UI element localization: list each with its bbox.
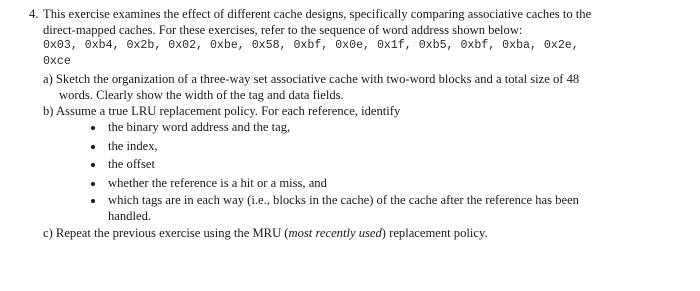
part-b-bullet-5: which tags are in each way (i.e., blocks in the cache) of the cache after the reference has been <box>108 193 579 207</box>
part-b-bullet-2: the index, <box>108 139 158 153</box>
part-b-bullet-4: whether the reference is a hit or a miss, and <box>108 176 327 190</box>
part-a-line-2: words. Clearly show the width of the tag and data fields. <box>59 88 344 102</box>
question-intro-line-1: This exercise examines the effect of different cache designs, specifically comparing associative caches to the <box>43 7 592 21</box>
address-sequence-line-2: 0xce <box>43 55 71 68</box>
question-intro-line-2: direct-mapped caches. For these exercises, refer to the sequence of word address shown below: <box>43 23 523 37</box>
part-a-line-1: a) Sketch the organization of a three-way set associative cache with two-word blocks and a total size of 48 <box>43 72 580 86</box>
part-b-heading: b) Assume a true LRU replacement policy. For each reference, identify <box>43 104 401 118</box>
question-number: 4. <box>29 7 39 21</box>
part-b-bullet-1: the binary word address and the tag, <box>108 120 291 134</box>
address-sequence-line-1: 0x03, 0xb4, 0x2b, 0x02, 0xbe, 0x58, 0xbf, 0x0e, 0x1f, 0xb5, 0xbf, 0xba, 0x2e, <box>43 39 579 52</box>
part-b-bullet-5-continuation: handled. <box>108 209 152 223</box>
part-b-bullet-3: the offset <box>108 157 155 171</box>
bullet-marker <box>91 163 95 167</box>
bullet-marker <box>91 199 95 203</box>
bullet-marker <box>91 126 95 130</box>
part-c-suffix: ) replacement policy. <box>381 226 488 240</box>
bullet-marker <box>91 145 95 149</box>
bullet-marker <box>91 182 95 186</box>
part-c-line <box>43 225 488 241</box>
part-c-emphasis: most recently used <box>288 226 382 240</box>
part-c-prefix: c) Repeat the previous exercise using the MRU ( <box>43 226 289 240</box>
